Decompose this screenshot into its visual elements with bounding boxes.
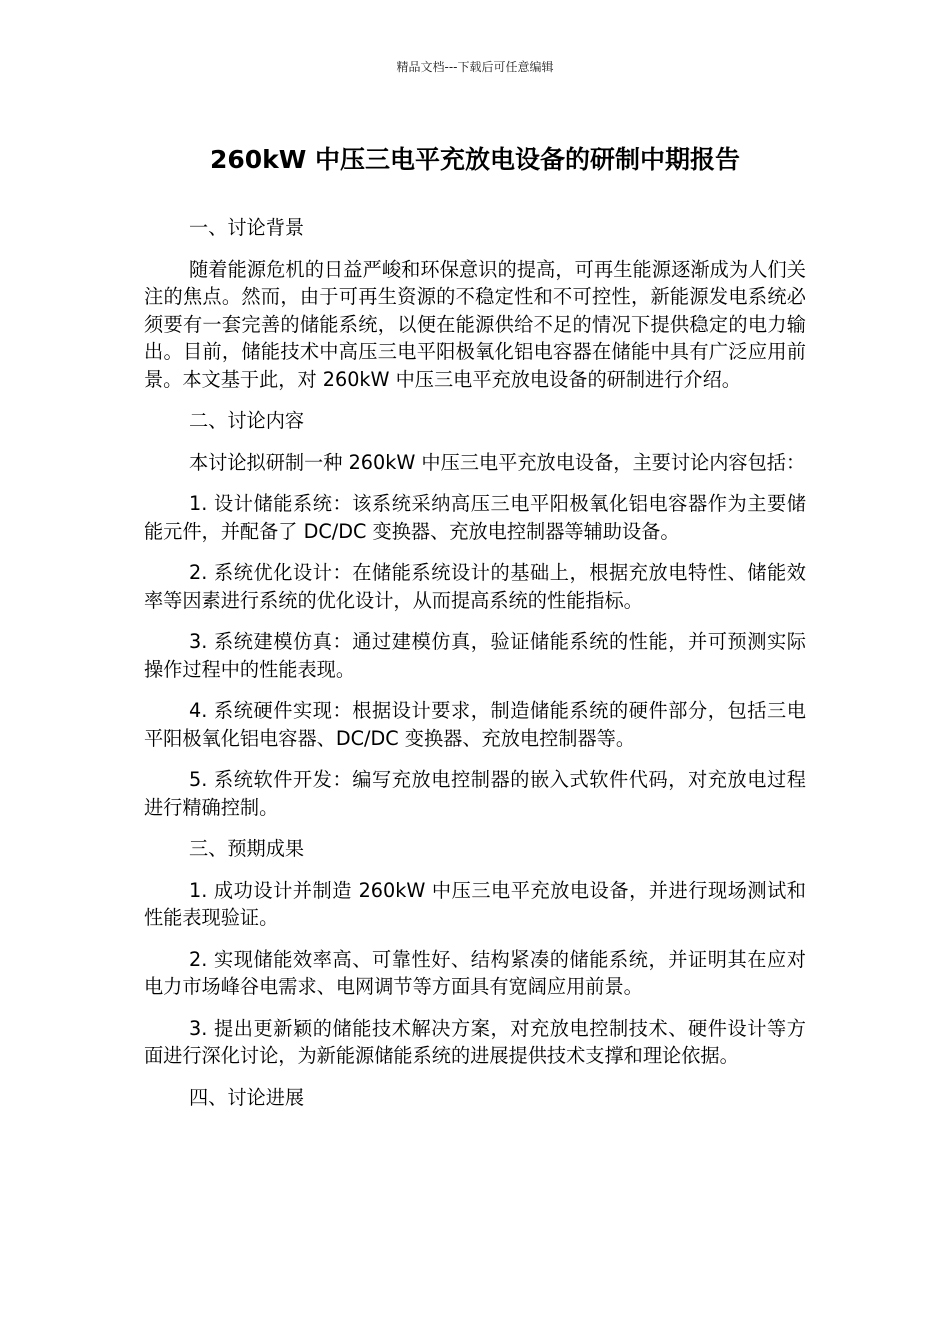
list-item: 1. 设计储能系统：该系统采纳高压三电平阳极氧化铝电容器作为主要储能元件，并配备了 DC/DC 变换器、充放电控制器等辅助设备。 xyxy=(144,492,806,543)
list-item: 1. 成功设计并制造 260kW 中压三电平充放电设备，并进行现场测试和性能表现验证。 xyxy=(144,878,806,929)
list-item: 2. 实现储能效率高、可靠性好、结构紧凑的储能系统，并证明其在应对电力市场峰谷电需求、电网调节等方面具有宽阔应用前景。 xyxy=(144,947,806,998)
document-title: 260kW 中压三电平充放电设备的研制中期报告 xyxy=(209,145,741,174)
section-heading-expected-results: 三、预期成果 xyxy=(189,837,305,860)
paragraph: 本讨论拟研制一种 260kW 中压三电平充放电设备，主要讨论内容包括： xyxy=(189,450,806,474)
list-item: 3. 提出更新颖的储能技术解决方案，对充放电控制技术、硬件设计等方面进行深化讨论，为新能源储能系统的进展提供技术支撑和理论依据。 xyxy=(144,1016,806,1067)
document-body xyxy=(144,214,806,1125)
header-watermark: 精品文档---下载后可任意编辑 xyxy=(396,60,554,74)
list-item: 5. 系统软件开发：编写充放电控制器的嵌入式软件代码，对充放电过程进行精确控制。 xyxy=(144,768,806,819)
paragraph: 随着能源危机的日益严峻和环保意识的提高，可再生能源逐渐成为人们关注的焦点。然而，由于可再生资源的不稳定性和不可控性，新能源发电系统必须要有一套完善的储能系统，以便在能源供给不足的情况下提供稳定的电力输出。目前，储能技术中高压三电平阳极氧化铝电容器在储能中具有广泛应用前景。本文基于此，对 260kW 中压三电平充放电设备的研制进行介绍。 xyxy=(144,257,806,391)
section-heading-content: 二、讨论内容 xyxy=(189,409,305,432)
list-item: 3. 系统建模仿真：通过建模仿真，验证储能系统的性能，并可预测实际操作过程中的性能表现。 xyxy=(144,630,806,681)
section-heading-background: 一、讨论背景 xyxy=(189,216,305,239)
list-item: 2. 系统优化设计：在储能系统设计的基础上，根据充放电特性、储能效率等因素进行系统的优化设计，从而提高系统的性能指标。 xyxy=(144,561,806,612)
section-heading-progress: 四、讨论进展 xyxy=(189,1085,305,1109)
list-item: 4. 系统硬件实现：根据设计要求，制造储能系统的硬件部分，包括三电平阳极氧化铝电容器、DC/DC 变换器、充放电控制器等。 xyxy=(144,699,806,750)
